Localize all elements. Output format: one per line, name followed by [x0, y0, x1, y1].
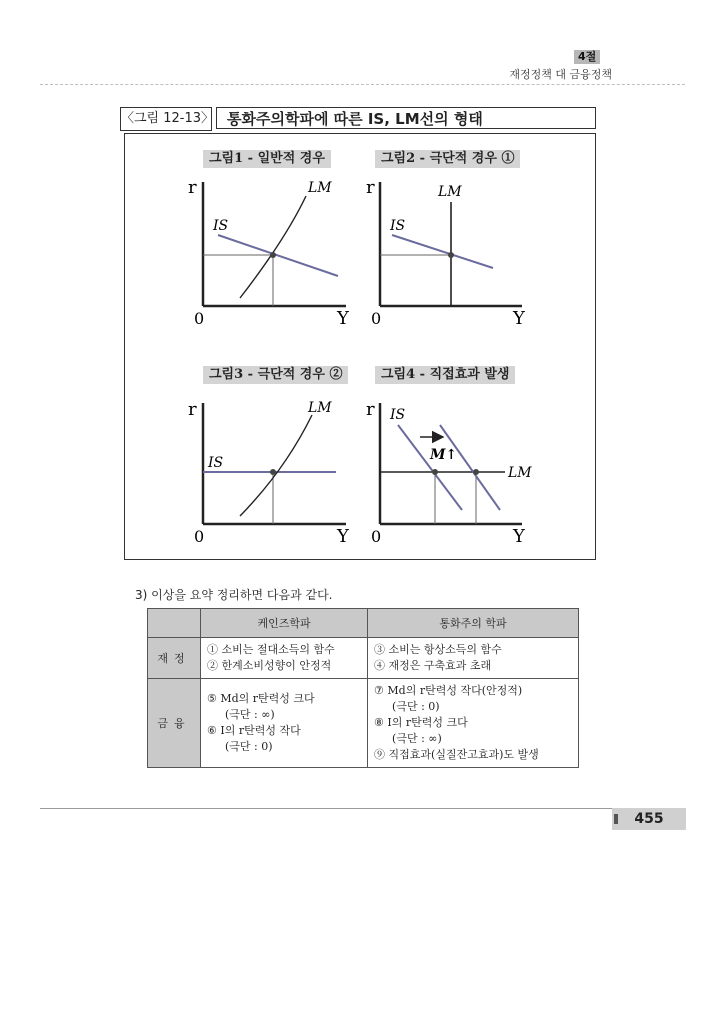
panel-1-x-label: Y	[337, 308, 349, 329]
cell-monetary-keynes	[201, 679, 368, 768]
cell-fiscal-keynes	[201, 638, 368, 679]
panel-2-origin: 0	[371, 309, 382, 328]
panel-3-graph	[188, 399, 350, 547]
panel-4-equilibrium-point-1	[432, 469, 438, 475]
col-header-monetarist: 통화주의 학파	[368, 609, 579, 638]
cell-note: (극단 : ∞)	[392, 732, 442, 745]
panel-1-lm-label: LM	[308, 180, 332, 196]
cell-note: (극단 : 0)	[225, 740, 273, 753]
panel-2-y-label: r	[366, 177, 375, 198]
col-header-keynes: 케인즈학파	[201, 609, 368, 638]
chapter-badge: 4절	[574, 50, 600, 64]
cell-line: ① 소비는 절대소득의 함수	[207, 643, 335, 656]
panel-4-origin: 0	[371, 527, 382, 546]
cell-line: ④ 재정은 구축효과 초래	[374, 659, 492, 672]
figure-title: 통화주의학파에 따른 IS, LM선의 형태	[216, 107, 596, 129]
panel-3-x-label: Y	[337, 526, 349, 547]
panel-2-title: 그림2 - 극단적 경우 ①	[375, 150, 520, 168]
panel-1-title: 그림1 - 일반적 경우	[203, 150, 331, 168]
cell-line: ⑧ I의 r탄력성 크다	[374, 716, 468, 729]
table-corner	[148, 609, 201, 638]
panel-4-equilibrium-point-2	[473, 469, 479, 475]
row-header-fiscal: 재정	[148, 638, 201, 679]
panel-3-is-label: IS	[208, 455, 224, 471]
panel-2-equilibrium-point	[448, 252, 454, 258]
summary-text: 3) 이상을 요약 정리하면 다음과 같다.	[135, 588, 333, 602]
panel-3-title: 그림3 - 극단적 경우 ②	[203, 366, 348, 384]
panel-4-lm-label: LM	[508, 465, 532, 481]
row-header-monetary: 금융	[148, 679, 201, 768]
panel-4-y-label: r	[366, 399, 375, 420]
cell-monetary-monetarist	[368, 679, 579, 768]
panel-4-is-label: IS	[390, 407, 406, 423]
panel-3-y-label: r	[188, 399, 197, 420]
cell-note: (극단 : ∞)	[225, 708, 275, 721]
table-row-fiscal	[148, 638, 579, 679]
panel-1-y-label: r	[188, 177, 197, 198]
cell-line: ③ 소비는 항상소득의 함수	[374, 643, 502, 656]
panel-2-is-label: IS	[390, 218, 406, 234]
panel-1-equilibrium-point	[270, 252, 276, 258]
panel-2-lm-label: LM	[438, 184, 462, 200]
panel-4-title: 그림4 - 직접효과 발생	[375, 366, 515, 384]
cell-line: ⑨ 직접효과(실질잔고효과)도 발생	[374, 748, 539, 761]
cell-line: ⑦ Md의 r탄력성 작다(안정적)	[374, 684, 523, 697]
panel-1-origin: 0	[194, 309, 205, 328]
cell-note: (극단 : 0)	[392, 700, 440, 713]
panel-1-is-label: IS	[213, 218, 229, 234]
panel-2-is-curve	[392, 235, 493, 268]
table-row-monetary	[148, 679, 579, 768]
panel-2-x-label: Y	[513, 308, 525, 329]
cell-line: ⑤ Md의 r탄력성 크다	[207, 692, 315, 705]
figure-label: 〈그림 12-13〉	[120, 107, 212, 131]
panel-4-is-curve-shifted	[440, 425, 500, 510]
comparison-table	[147, 608, 579, 768]
panel-3-lm-label: LM	[308, 400, 332, 416]
panel-4-graph	[366, 399, 532, 547]
panel-3-equilibrium-point	[270, 469, 276, 475]
panel-1-graph	[188, 177, 350, 329]
panel-3-origin: 0	[194, 527, 205, 546]
panel-4-money-increase-label: M↑	[430, 447, 458, 463]
page-number-marker	[614, 814, 618, 824]
cell-line: ⑥ I의 r탄력성 작다	[207, 724, 301, 737]
cell-fiscal-monetarist	[368, 638, 579, 679]
panel-3-lm-curve	[240, 415, 312, 516]
table-header-row	[148, 609, 579, 638]
section-title: 재정정책 대 금융정책	[509, 68, 612, 81]
footer-divider	[40, 808, 685, 809]
cell-line: ② 한계소비성향이 안정적	[207, 659, 332, 672]
panel-4-x-label: Y	[513, 526, 525, 547]
page-number: 455	[612, 808, 686, 830]
panel-2-graph	[366, 177, 526, 329]
